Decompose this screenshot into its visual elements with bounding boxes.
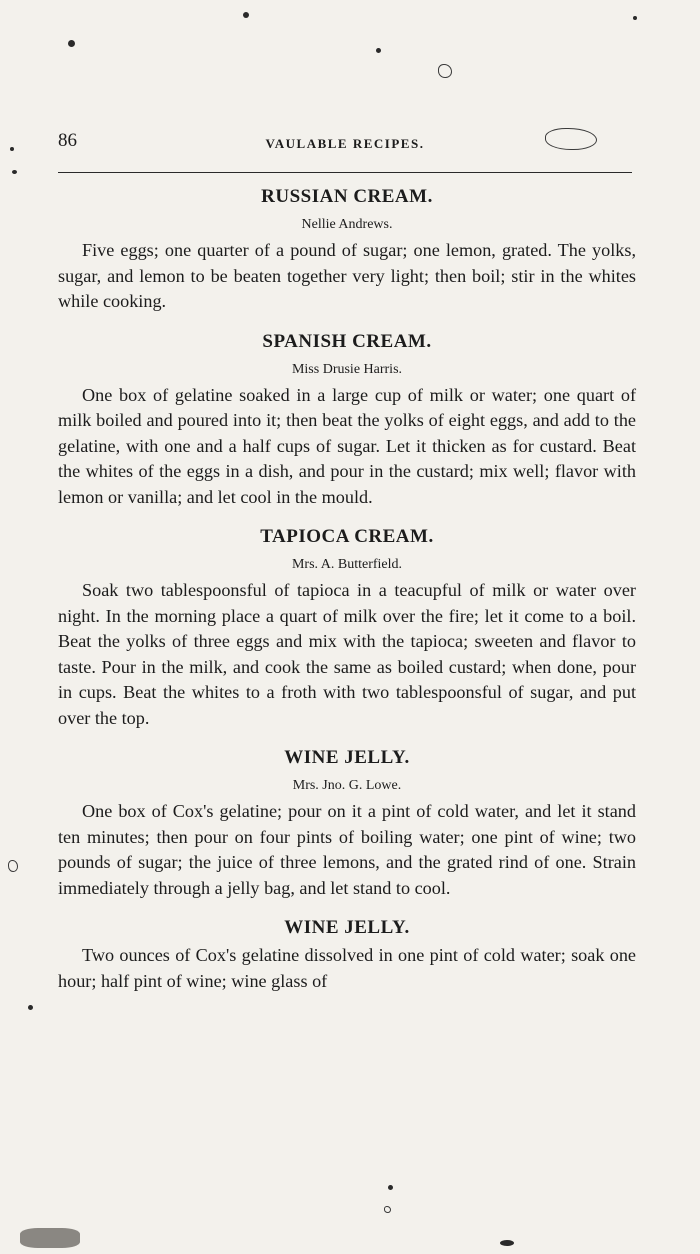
ink-smudge — [438, 64, 452, 78]
recipe-title: RUSSIAN CREAM. — [261, 186, 433, 207]
ink-speck — [68, 40, 75, 47]
page-number: 86 — [58, 130, 77, 151]
ink-speck — [388, 1185, 393, 1190]
recipe-author: Mrs. A. Butterfield. — [291, 557, 403, 572]
recipe-title: WINE JELLY. — [284, 747, 410, 768]
recipe-body: Five eggs; one quarter of a pound of sugar; one lemon, grated. The yolks, sugar, and lemon to be beaten together very light; then boil; stir in the whites while cooking. — [58, 240, 636, 311]
header-rule — [58, 172, 632, 173]
recipe-body: One box of Cox's gelatine; pour on it a pint of cold water, and let it stand ten minutes; then pour on four pints of boiling water; one pint of wine; two pounds of sugar; the juice of three lemons, and the grated rind of one. Strain immediately through a jelly bag, and let stand to cool. — [58, 801, 636, 898]
recipe-wine-jelly-lowe — [58, 743, 636, 901]
recipe-body: One box of gelatine soaked in a large cup of milk or water; one quart of milk boiled and poured into it; then beat the yolks of eight eggs, and add to the gelatine, with one and a half cups of sugar. Let it thicken as for custard. Beat the whites of the eggs in a dish, and pour in the custard; mix well; flavor with lemon or vanilla; and let cool in the mould. — [58, 384, 636, 507]
recipe-author: Nellie Andrews. — [301, 217, 393, 232]
page-header — [58, 130, 632, 160]
recipe-title: WINE JELLY. — [284, 917, 410, 938]
ink-smudge — [8, 860, 18, 872]
recipe-russian-cream — [58, 182, 636, 315]
ink-smudge — [384, 1206, 391, 1213]
ink-speck — [376, 48, 381, 53]
ink-speck — [243, 12, 249, 18]
recipe-spanish-cream — [58, 327, 636, 511]
recipe-wine-jelly — [58, 913, 636, 994]
recipe-body: Soak two tablespoonsful of tapioca in a teacupful of milk or water over night. In the morning place a quart of milk over the fire; let it come to a boil. Beat the yolks of three eggs and mix with the tapioca; sweeten and flavor to taste. Pour in the milk, and cook the same as boiled custard; when done, pour in cups. Beat the whites to a froth with two tablespoonsful of sugar, and put over the top. — [58, 580, 636, 728]
recipe-body: Two ounces of Cox's gelatine dissolved in one pint of cold water; soak one hour; half pint of wine; wine glass of — [58, 945, 636, 991]
recipe-title: SPANISH CREAM. — [262, 330, 432, 352]
ink-speck — [12, 170, 17, 174]
ink-speck — [633, 16, 637, 20]
ink-speck — [28, 1005, 33, 1010]
ink-speck — [10, 147, 14, 151]
recipe-author: Mrs. Jno. G. Lowe. — [292, 778, 402, 793]
ink-speck — [20, 1228, 80, 1248]
recipe-list — [58, 182, 636, 1006]
recipe-author: Miss Drusie Harris. — [291, 361, 403, 377]
running-head: VAULABLE RECIPES. — [265, 136, 425, 151]
ink-speck — [500, 1240, 514, 1246]
recipe-title: TAPIOCA CREAM. — [260, 526, 434, 547]
recipe-tapioca-cream — [58, 522, 636, 731]
